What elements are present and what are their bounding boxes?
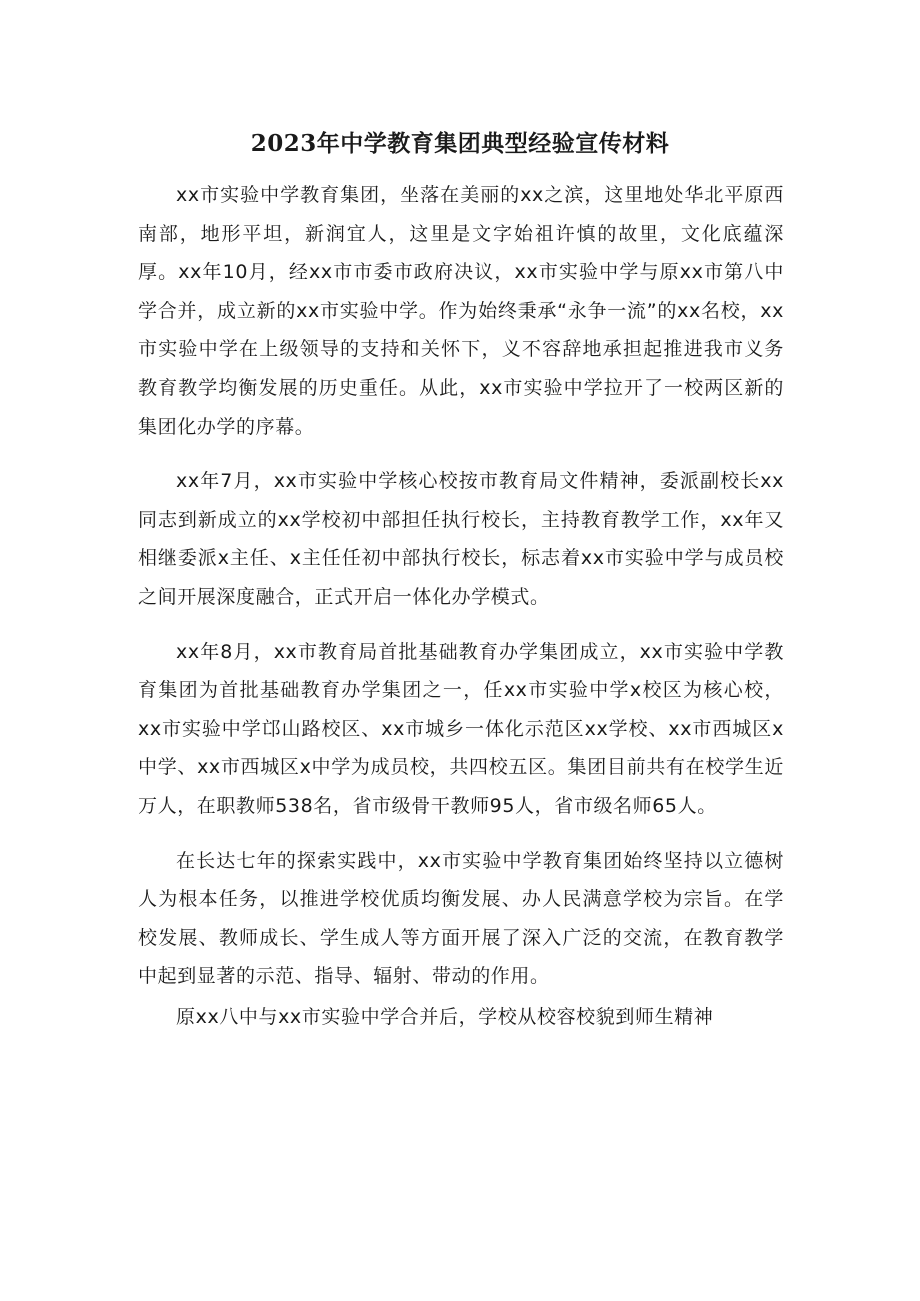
paragraph-integration: xx年7月，xx市实验中学核心校按市教育局文件精神，委派副校长xx同志到新成立的xx学校初中部担任执行校长，主持教育教学工作，xx年又相继委派x主任、x主任任初中部执行校长，标志着xx市实验中学与成员校之间开展深度融合，正式开启一体化办学模式。 — [138, 470, 784, 608]
paragraph-group-founding: xx年8月，xx市教育局首批基础教育办学集团成立，xx市实验中学教育集团为首批基础教育办学集团之一，任xx市实验中学x校区为核心校，xx市实验中学邙山路校区、xx市城乡一体化示范区xx学校、xx市西城区x中学、xx市西城区x中学为成员校，共四校五区。集团目前共有在校学生近万人，在职教师538名，省市级骨干教师95人，省市级名师65人。 — [138, 640, 784, 817]
paragraph-merger: 原xx八中与xx市实验中学合并后，学校从校容校貌到师生精神 — [176, 1005, 714, 1028]
document-title: 2023年中学教育集团典型经验宣传材料 — [250, 130, 670, 157]
document-body — [138, 176, 784, 1036]
paragraph-intro: xx市实验中学教育集团，坐落在美丽的xx之滨，这里地处华北平原西南部，地形平坦，新润宜人，这里是文字始祖许慎的故里，文化底蕴深厚。xx年10月，经xx市市委市政府决议，xx市实验中学与原xx市第八中学合并，成立新的xx市实验中学。作为始终秉承“永争一流”的xx名校，xx市实验中学在上级领导的支持和关怀下，义不容辞地承担起推进我市义务教育教学均衡发展的历史重任。从此，xx市实验中学拉开了一校两区新的集团化办学的序幕。 — [138, 184, 784, 438]
paragraph-practice: 在长达七年的探索实践中，xx市实验中学教育集团始终坚持以立德树人为根本任务，以推进学校优质均衡发展、办人民满意学校为宗旨。在学校发展、教师成长、学生成人等方面开展了深入广泛的交流，在教育教学中起到显著的示范、指导、辐射、带动的作用。 — [138, 849, 784, 988]
